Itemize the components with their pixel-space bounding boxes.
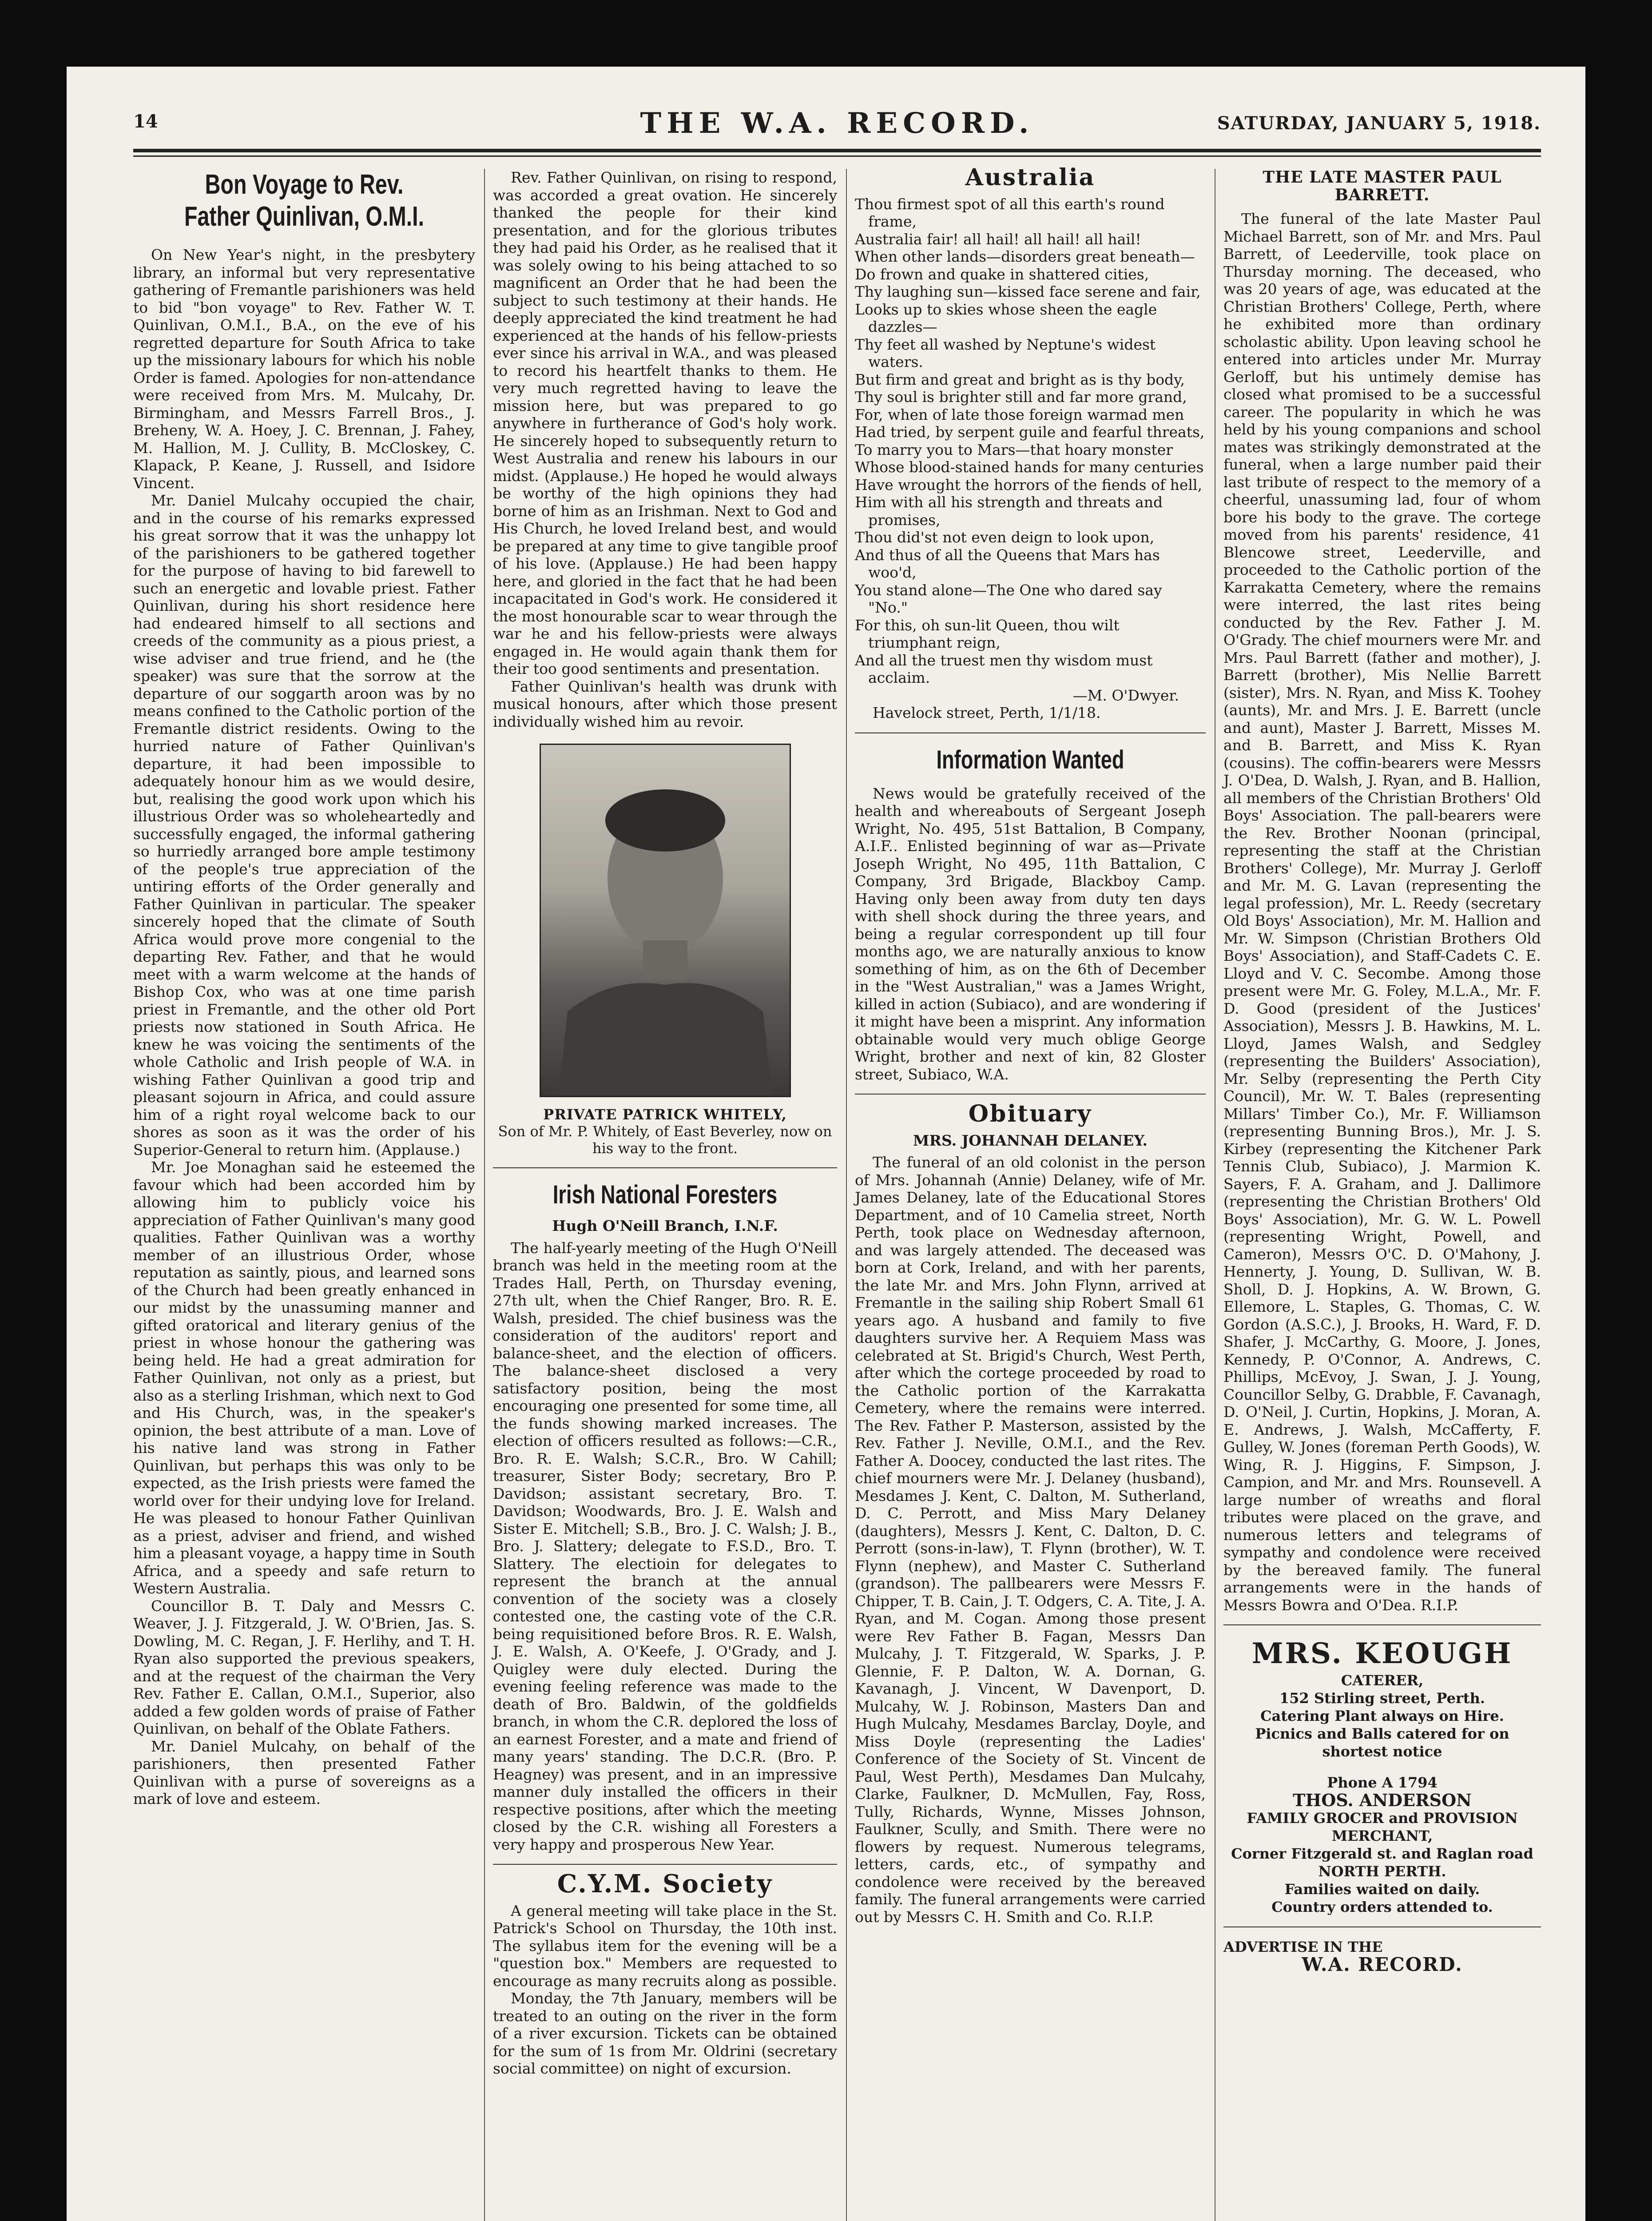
poem-line: You stand alone—The One who dared say "No." [855, 581, 1162, 616]
masthead: THE W.A. RECORD. [640, 107, 1034, 140]
poem-title: Australia [965, 164, 1096, 191]
article-bon-voyage-body [133, 246, 475, 1808]
poem-line: But firm and great and bright as is thy body, [855, 370, 1185, 388]
poem-line: Thy soul is brighter still and far more grand, [855, 388, 1187, 406]
advert-trade: FAMILY GROCER and PROVISION MERCHANT, [1247, 1810, 1518, 1844]
poem-signature [855, 687, 1206, 722]
paragraph: Councillor B. T. Daly and Messrs C. Weaver, J. J. Fitzgerald, J. W. O'Brien, Jas. S. Dowling, M. C. Regan, J. F. Herlihy, and T. H. Ryan also supported the previous speakers, and at the request of the chairman the Very Rev. Father E. Callan, O.M.I., Superior, also added a few golden words of praise of Father Quinlivan, on behalf of the Oblate Fathers. [133, 1597, 475, 1737]
column-4 [1223, 169, 1541, 1974]
advert-line: ADVERTISE IN THE [1223, 1938, 1383, 1955]
paragraph: Mr. Daniel Mulcahy, on behalf of the parishioners, then presented Father Quinlivan with a purse of sovereigns as a mark of love and esteem. [133, 1737, 475, 1807]
poem-line: And thus of all the Queens that Mars has woo'd, [855, 546, 1160, 581]
article-title-cym: C.Y.M. Society [557, 1869, 773, 1899]
section-rule [1223, 1624, 1541, 1625]
paragraph: Mr. Daniel Mulcahy occupied the chair, and in the course of his remarks expressed his great sorrow that it was the unhappy lot of the parishioners to be gathered together for the purpose of having to bid farewell to such an energetic and lovable priest. Father Quinlivan, during his short residence here had endeared himself to all sections and creeds of the community as a pious priest, a wise adviser and true friend, and he (the speaker) was sure that the sorrow at the departure of our soggarth aroon was by no means confined to the Catholic portion of the Fremantle district residents. Owing to the hurried nature of Father Quinlivan's departure, it had been impossible to adequately honour him as we would desire, but, realising the good work upon which his illustrious Order was so wholeheartedly and successfully engaged, the informal gathering so hurriedly arranged bore ample testimony of the people's true appreciation of the untiring efforts of the Order generally and Father Quinlivan in particular. The speaker sincerely hoped that the climate of South Africa would prove more congenial to the departing Rev. Father, and that he would meet with a warm welcome at the hands of Bishop Cox, who was at one time parish priest in Fremantle, and the other old Port priests now stationed in South Africa. He knew he was voicing the sentiments of the whole Catholic and Irish people of W.A. in wishing Father Quinlivan a good trip and pleasant sojourn in Africa, and could assure him of a right royal welcome back to our shores as soon as it was the order of his Superior-General to return him. (Applause.) [133, 492, 475, 1158]
paragraph: Rev. Father Quinlivan, on rising to respond, was accorded a great ovation. He sincerely thanked the people for their kind presentation, and for the glorious tributes they had paid his Order, as he realised that it was solely owing to his being attached to so magnificent an Order that he had been the subject to such testimony at their hands. He deeply appreciated the kind treatment he had experienced at the hands of his fellow-priests ever since his arrival in W.A., and was pleased to record his heartfelt thanks to them. He very much regretted having to leave the mission here, but was prepared to go anywhere in furtherance of God's holy work. He sincerely hoped to subsequently return to West Australia and renew his labours in our midst. (Applause.) He hoped he would always be worthy of the high opinions they had borne of him as an Irishman. Next to God and His Church, he loved Ireland best, and would be prepared at any time to give tangible proof of his love. (Applause.) He had been happy here, and gloried in the fact that he had been incapacitated in God's work. He considered it the most honourable scar to wear through the war he and his fellow-priests were always engaged in. He would again thank them for their too good sentiments and presentation. [493, 169, 837, 677]
advert-address: Corner Fitzgerald st. and Raglan road NORTH PERTH. [1231, 1845, 1533, 1880]
advert-line: Catering Plant always on Hire. [1260, 1708, 1504, 1724]
section-rule [855, 1094, 1206, 1095]
article-title-bon-voyage: Bon Voyage to Rev. Father Quinlivan, O.M.I. [184, 169, 425, 232]
poem-line: Him with all his strength and threats and promises, [855, 494, 1163, 529]
poem-line: For, when of late those foreign warmad men [855, 406, 1184, 423]
column-2 [493, 169, 837, 2078]
column-divider [484, 169, 485, 2221]
section-rule [493, 1864, 837, 1865]
poem-line: And all the truest men thy wisdom must acclaim. [855, 651, 1153, 686]
header-rule-thin [133, 155, 1541, 157]
poem-line: Thy feet all washed by Neptune's widest waters. [855, 335, 1156, 370]
article-title-paul-barrett: THE LATE MASTER PAUL BARRETT. [1263, 168, 1502, 204]
advert-line: Country orders attended to. [1271, 1899, 1493, 1915]
paragraph: News would be gratefully received of the health and whereabouts of Sergeant Joseph Wright, No. 495, 51st Battalion, B Company, A.I.F.. Enlisted beginning of war as—Private Joseph Wright, No 495, 11th Battalion, C Company, 3rd Brigade, Blackboy Camp. Having only been away from duty ten days with shell shock during the three years, and being a regular correspondent up till four months ago, we are naturally anxious to know something of him, as on the 6th of December in the "West Australian," was a James Wright, killed in action (Subiaco), and are wondering if it might have been a misprint. Any information obtainable would very much oblige George Wright, brother and next of kin, 82 Gloster street, Subiaco, W.A. [855, 784, 1206, 1083]
paragraph: On New Year's night, in the presbytery library, an informal but very representative gathering of Fremantle parishioners was held to bid "bon voyage" to Rev. Father W. T. Quinlivan, O.M.I., B.A., on the eve of his regretted departure for South Africa to take up the missionary labours for which his noble Order is famed. Apologies for non-attendance were received from Mrs. M. Mulcahy, Dr. Birmingham, and Messrs Farrell Bros., J. Breheny, W. A. Hoey, J. C. Brennan, J. Fahey, M. Hallion, M. J. Cullity, B. McCloskey, C. Klapack, P. Keane, J. Russell, and Isidore Vincent. [133, 246, 475, 492]
poem-line: Thy laughing sun—kissed face serene and fair, [855, 283, 1201, 300]
advert-keough [1223, 1636, 1541, 1760]
poem-body [855, 195, 1206, 687]
poem-line: To marry you to Mars—that hoary monster [855, 441, 1173, 458]
poem-line: Have wrought the horrors of the fiends of hell, [855, 476, 1203, 494]
poem-address: Havelock street, Perth, 1/1/18. [873, 704, 1101, 721]
poem-author: —M. O'Dwyer. [1072, 686, 1179, 704]
poem-line: Whose blood-stained hands for many centuries [855, 458, 1204, 476]
advert-anderson [1223, 1774, 1541, 1916]
article-title-obituary: Obituary [968, 1100, 1092, 1127]
advert-phone: Phone A 1794 [1327, 1774, 1438, 1791]
advert-line: Picnics and Balls catered for on shortest notice [1255, 1725, 1509, 1760]
photo-caption [493, 1106, 837, 1157]
poem-line: Do frown and quake in shattered cities, [855, 265, 1149, 283]
caption-text: Son of Mr. P. Whitely, of East Beverley, now on his way to the front. [498, 1123, 832, 1157]
advert-address: 152 Stirling street, Perth. [1279, 1690, 1485, 1707]
advert-record [1223, 1938, 1541, 1974]
paragraph: The half-yearly meeting of the Hugh O'Neill branch was held in the meeting room at the Trades Hall, Perth, on Thursday evening, 27th ult, when the Chief Ranger, Bro. R. E. Walsh, presided. The chief business was the consideration of the auditors' report and balance-sheet, and the election of officers. The balance-sheet disclosed a very satisfactory position, being the most encouraging one presented for some time, all the funds showing marked increases. The election of officers resulted as follows:—C.R., Bro. R. E. Walsh; S.C.R., Bro. W Cahill; treasurer, Sister Body; secretary, Bro P. Davidson; assistant secretary, Bro. T. Davidson; Woodwards, Bro. J. E. Walsh and Sister E. Mitchell; S.B., Bro. J. C. Walsh; J. B., Bro. J. Slattery; delegate to F.S.D., Bro. T. Slattery. The electioin for delegates to represent the branch at the annual convention of the society was a closely contested one, the casting vote of the C.R. being requisitioned before Bros. R. E. Walsh, J. E. Walsh, A. O'Keefe, J. O'Grady, and J. Quigley were duly elected. During the evening feeling reference was made to the death of Bro. Baldwin, of the goldfields branch, in whom the C.R. deplored the loss of an earnest Forester, and a mate and friend of many years' standing. The D.C.R. (Bro. P. Heagney) was present, and in an impressive manner duly installed the officers in their respective positions, after which the meeting closed by the C.R. wishing all Foresters a very happy and prosperous New Year. [493, 1239, 837, 1853]
page-number: 14 [133, 111, 158, 132]
poem-line: For this, oh sun-lit Queen, thou wilt triumphant reign, [855, 616, 1120, 651]
advert-line: W.A. RECORD. [1302, 1954, 1463, 1975]
article-subtitle-obituary: MRS. JOHANNAH DELANEY. [913, 1131, 1148, 1149]
poem-line: Looks up to skies whose sheen the eagle dazzles— [855, 300, 1157, 335]
poem-line: Had tried, by serpent guile and fearful threats, [855, 423, 1205, 441]
paragraph: Mr. Joe Monaghan said he esteemed the favour which had been accorded him by allowing him to publicly voice his appreciation of Father Quinlivan's many good qualities. Father Quinlivan was a worthy member of an illustrious Order, whose reputation as saintly, pious, and learned sons of the Church had been greatly enhanced in our midst by the unassuming manner and gifted oratorical and literary genius of the priest in whose honour the gathering was being held. He had a great admiration for Father Quinlivan, not only as a priest, but also as a sterling Irishman, which next to God and His Church, was, in the speaker's opinion, the best attribute of a man. Love of his native land was strong in Father Quinlivan, but perhaps this was only to be expected, as the Irish priests were famed the world over for their undying love for Ireland. He was pleased to honour Father Quinlivan as a priest, adviser and friend, and wished him a pleasant voyage, a happy time in South Africa, and a speedy and safe return to Western Australia. [133, 1158, 475, 1597]
column-1 [133, 169, 475, 1808]
section-rule [493, 1167, 837, 1168]
poem-line: When other lands—disorders great beneath— [855, 248, 1195, 265]
article-title-information-wanted: Information Wanted [936, 745, 1124, 774]
issue-date: SATURDAY, JANUARY 5, 1918. [1217, 113, 1541, 134]
paragraph: A general meeting will take place in the St. Patrick's School on Thursday, the 10th inst. The syllabus item for the evening will be a "question box." Members are requested to encourage as many recruits along as possible. [493, 1902, 837, 1990]
paragraph: The funeral of the late Master Paul Michael Barrett, son of Mr. and Mrs. Paul Barrett, of Leederville, took place on Thursday morning. The deceased, who was 20 years of age, was educated at the Christian Brothers' College, Perth, where he exhibited more than ordinary scholastic ability. Upon leaving school he entered into articles under Mr. Murray Gerloff, but his untimely demise has closed what promised to be a successful career. The popularity in which he was held by his young companions and school mates was strikingly demonstrated at the funeral, when a large number paid their last tribute of respect to the memory of a cheerful, unassuming lad, four of whom bore his body to the grave. The cortege moved from his parents' residence, 41 Blencowe street, Leederville, and proceeded to the Catholic portion of the Karrakatta Cemetery, where the remains were interred, the last rites being conducted by the Rev. Father J. M. O'Grady. The chief mourners were Mr. and Mrs. Paul Barrett (father and mother), J. Barrett (brother), Mis Nellie Barrett (sister), Mrs. N. Ryan, and Miss K. Toohey (aunts), Mr. and Mrs. J. E. Barrett (uncle and aunt), Master J. Barrett, Misses M. and B. Barrett, and Miss K. Ryan (cousins). The coffin-bearers were Messrs J. O'Dea, D. Walsh, J. Ryan, and B. Hallion, all members of the Christian Brothers' Old Boys' Association. The pall-bearers were the Rev. Brother Noonan (principal, representing the staff at the Christian Brothers' College), Mr. Murray J. Gerloff and Mr. M. G. Lavan (representing the legal profession), Mr. L. Reedy (secretary Old Boys' Association), Mr. M. Hallion and Mr. W. Simpson (Christian Brothers Old Boys' Association), and Staff-Cadets C. E. Lloyd and V. C. Secombe. Among those present were Mr. G. Foley, M.L.A., Mr. F. D. Good (president of the Justices' Association), Messrs J. B. Hawkins, M. L. Lloyd, James Walsh, and Sedgley (representing the Builders' Association), Mr. Selby (representing the Perth City Council), Mr. W. T. Bales (representing Millars' Timber Co.), Mr. F. Williamson (representing Bunning Bros.), Mr. J. S. Kirbey (representing the Kitchener Park Tennis Club, Subiaco), J. Marmion K. Sayers, F. A. Graham, and J. Dallimore (representing the Christian Brothers' Old Boys' Association), Mr. G. W. L. Powell (representing Wright, Powell, and Cameron), Messrs O'C. D. O'Mahony, J. Hennerty, J. Young, D. Sullivan, W. B. Sholl, D. J. Hopkins, A. W. Brown, G. Ellemore, L. Staples, G. Thomas, C. W. Gordon (A.S.C.), J. Brooks, H. Ward, F. D. Shafer, J. McCarthy, G. Moore, J. Jones, Kennedy, P. O'Connor, A. Andrews, C. Phillips, McEvoy, J. Swan, J. J. Young, Councillor Selby, G. Drabble, F. Cavanagh, D. O'Neil, J. Curtin, Hopkins, J. Moran, A. E. Andrews, J. Walsh, McCafferty, F. Gulley, W. Jones (foreman Perth Goods), W. Wing, R. J. Higgins, F. Simpson, J. Campion, and Mr. and Mrs. Rounsevell. A large number of wreaths and floral tributes were placed on the grave, and numerous letters and telegrams of sympathy and condolence were received by the bereaved family. The funeral arrangements were in the hands of Messrs Bowra and O'Dea. R.I.P. [1223, 210, 1541, 1614]
page-header [133, 107, 1541, 147]
poem-line: Thou did'st not even deign to look upon, [855, 529, 1155, 546]
advert-role: CATERER, [1341, 1672, 1424, 1689]
column-divider [846, 169, 847, 2221]
advert-line: Families waited on daily. [1284, 1881, 1480, 1898]
section-rule [1223, 1926, 1541, 1927]
article-title-foresters: Irish National Foresters [552, 1180, 778, 1209]
paragraph: Father Quinlivan's health was drunk with musical honours, after which those present individually wished him au revoir. [493, 677, 837, 730]
poem-line: Australia fair! all hail! all hail! all hail! [855, 230, 1141, 248]
poem-line: Thou firmest spot of all this earth's round frame, [855, 195, 1165, 230]
column-3 [855, 164, 1206, 1926]
advert-name: THOS. ANDERSON [1293, 1790, 1472, 1810]
header-rule [133, 149, 1541, 152]
caption-title: PRIVATE PATRICK WHITELY, [543, 1106, 787, 1123]
article-subtitle-foresters: Hugh O'Neill Branch, I.N.F. [552, 1217, 778, 1234]
paragraph: The funeral of an old colonist in the person of Mrs. Johannah (Annie) Delaney, wife of Mr. James Delaney, late of the Educational Stores Department, and of 10 Camelia street, North Perth, took place on Wednesday afternoon, and was largely attended. The deceased was born at Cork, Ireland, and with her parents, the late Mr. and Mrs. John Flynn, arrived at Fremantle in the sailing ship Robert Small 61 years ago. A husband and family to five daughters survive her. A Requiem Mass was celebrated at St. Brigid's Church, West Perth, after which the cortege proceeded by road to the Catholic portion of the Karrakatta Cemetery, where the remains were interred. The Rev. Father P. Masterson, assisted by the Rev. Father J. Neville, O.M.I., and the Rev. Father A. Doocey, conducted the last rites. The chief mourners were Mr. J. Delaney (husband), Mesdames J. Kent, C. Dalton, M. Sutherland, D. C. Perrott, and Miss Mary Delaney (daughters), Messrs J. Kent, C. Dalton, D. C. Perrott (sons-in-law), T. Flynn (brother), W. T. Flynn (nephew), and Master C. Sutherland (grandson). The pallbearers were Messrs F. Chipper, T. B. Cain, J. T. Odgers, C. A. Tite, J. A. Ryan, and M. Cogan. Among those present were Rev Father B. Fagan, Messrs Dan Mulcahy, J. T. Fitzgerald, W. Sparks, J. P. Glennie, F. P. Dalton, W. A. Dornan, G. Kavanagh, J. Vincent, W Davenport, D. Mulcahy, W. J. Robinson, Masters Dan and Hugh Mulcahy, Mesdames Barclay, Doyle, and Miss Doyle (representing the Ladies' Conference of the Society of St. Vincent de Paul, West Perth), Mesdames Dan Mulcahy, Clarke, Faulkner, D. McMullen, Fay, Ross, Tully, Richards, Wynne, Misses Johnson, Faulkner, Scully, and Smith. There were no flowers by request. Numerous telegrams, letters, cards, etc., of sympathy and condolence were received by the bereaved family. The funeral arrangements were carried out by Messrs C. H. Smith and Co. R.I.P. [855, 1154, 1206, 1926]
paragraph: Monday, the 7th January, members will be treated to an outing on the river in the form of a river excursion. Tickets can be obtained for the sum of 1s from Mr. Oldrini (secretary social committee) on night of excursion. [493, 1990, 837, 2077]
advert-name: MRS. KEOUGH [1251, 1637, 1513, 1670]
section-rule [855, 732, 1206, 733]
portrait-photo [540, 744, 791, 1097]
